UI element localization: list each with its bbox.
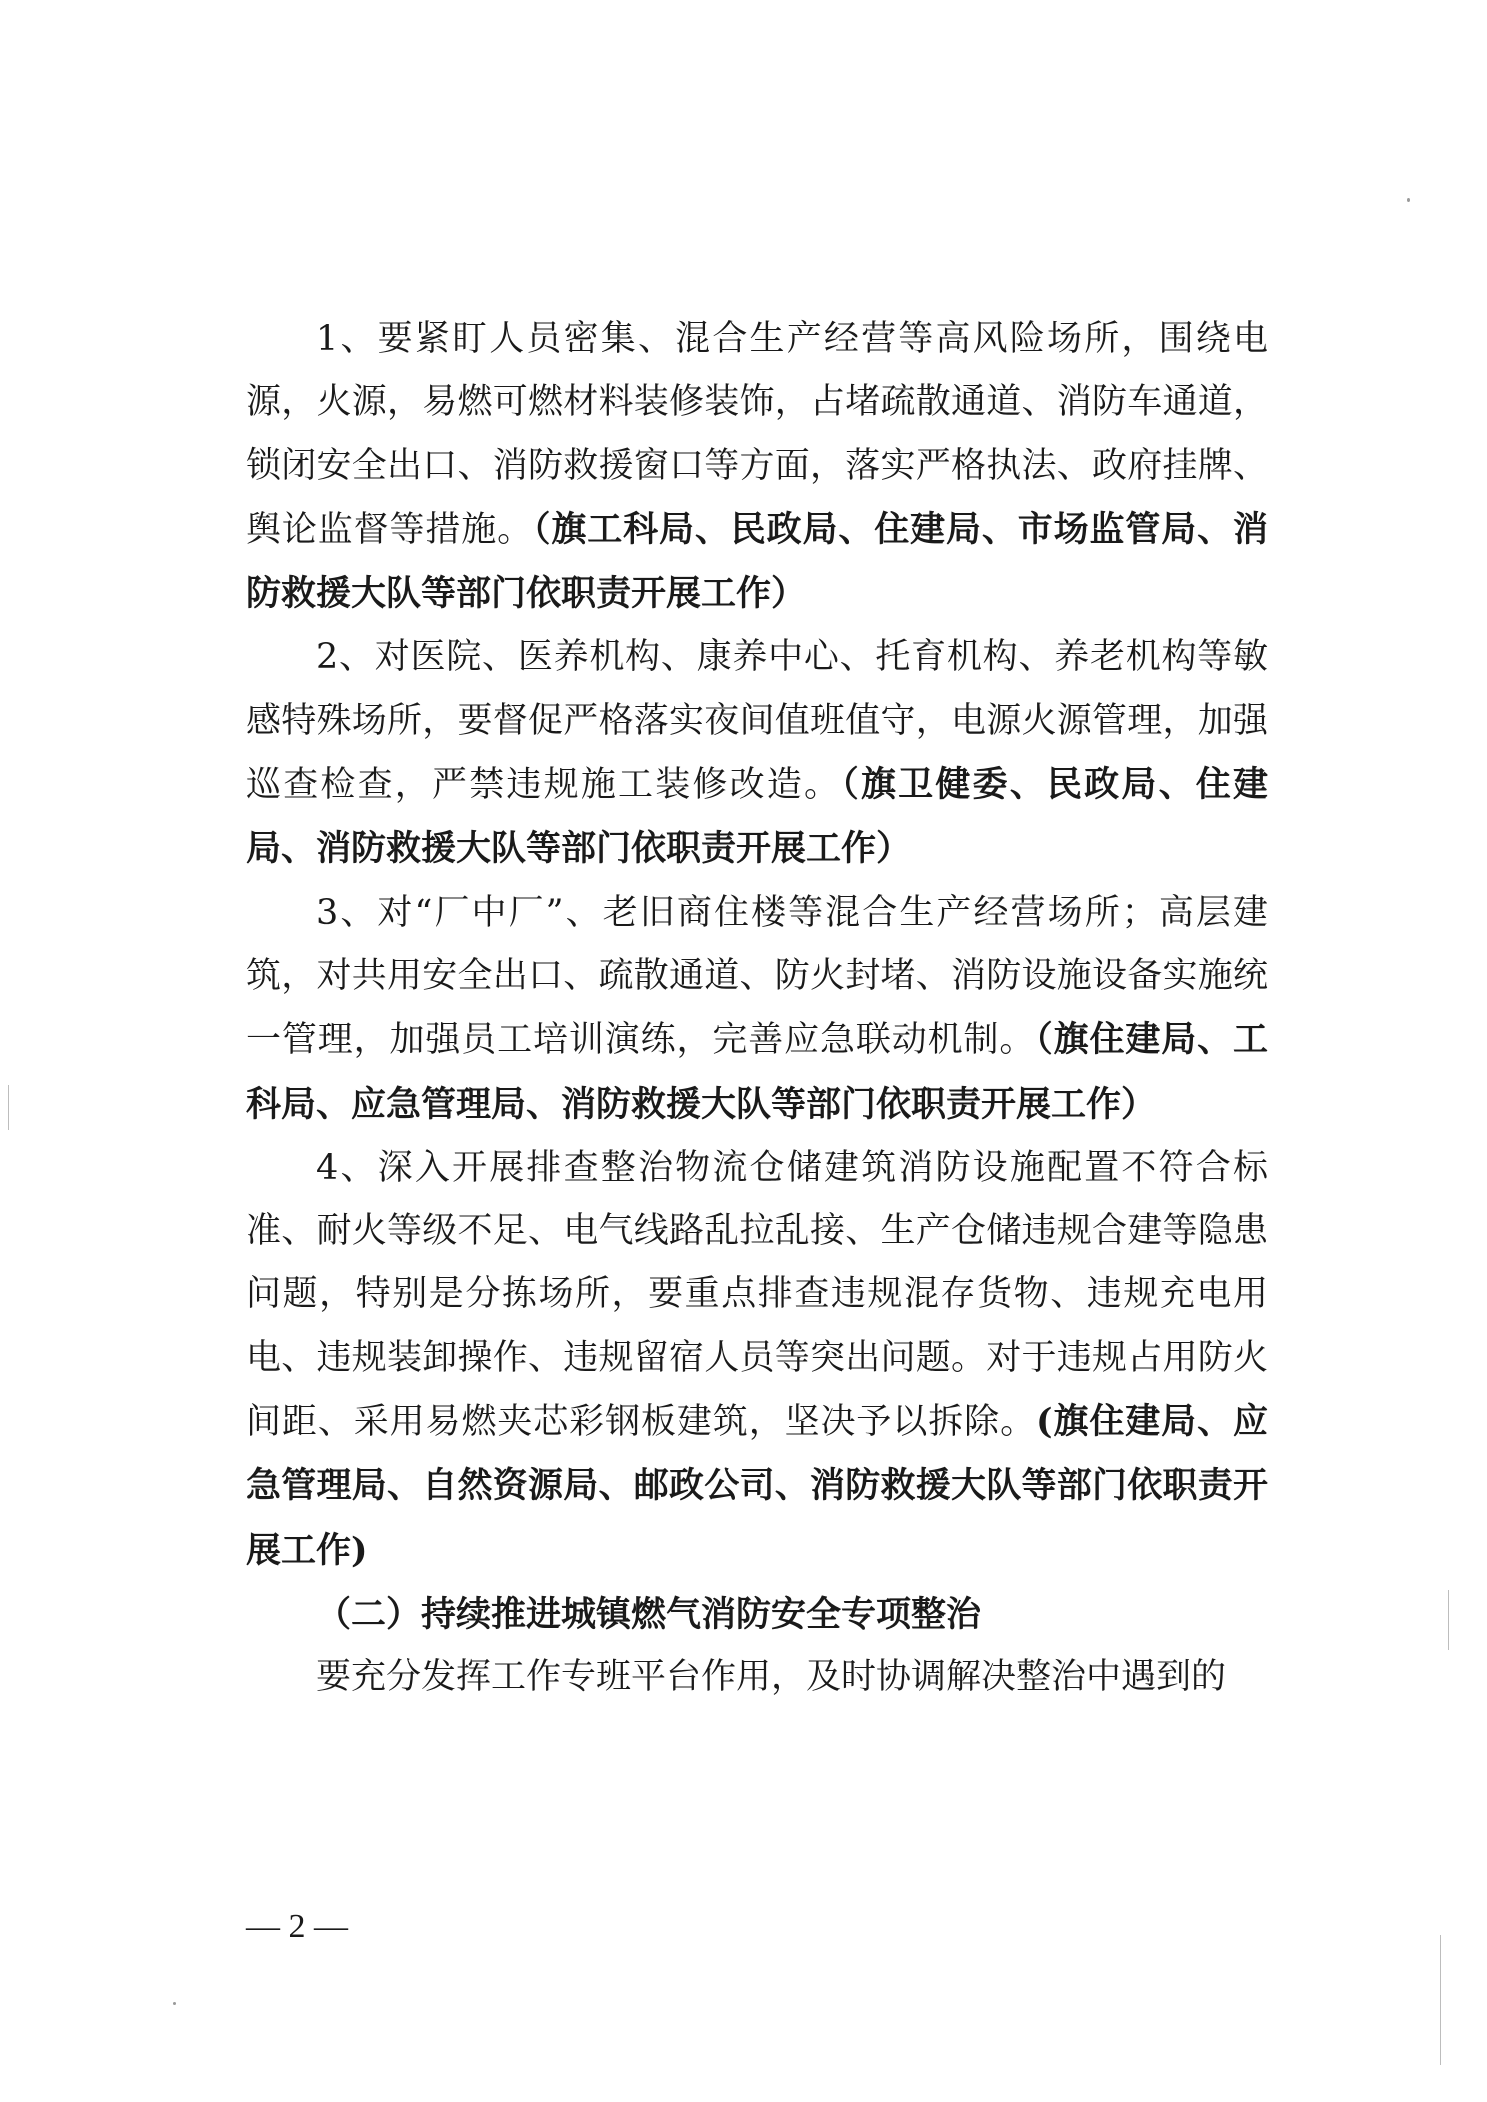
item-3-departments: （旗住建局、工科局、应急管理局、消防救援大队等部门依职责开展工作） xyxy=(246,1019,1268,1125)
list-item-4 xyxy=(246,1137,1268,1583)
scan-speck xyxy=(1407,198,1410,202)
scan-speck xyxy=(173,2002,176,2005)
document-body xyxy=(246,308,1268,1710)
item-4-text: 4、深入开展排查整治物流仓储建筑消防设施配置不符合标准、耐火等级不足、电气线路乱拉乱接、生产仓储违规合建等隐患问题，特别是分拣场所，要重点排查违规混存货物、违规充电用电、违规装卸操作、违规留宿人员等突出问题。对于违规占用防火间距、采用易燃夹芯彩钢板建筑，坚决予以拆除。 xyxy=(246,1147,1268,1443)
item-3-text: 3、对“厂中厂”、老旧商住楼等混合生产经营场所；高层建筑，对共用安全出口、疏散通道、防火封堵、消防设施设备实施统一管理，加强员工培训演练，完善应急联动机制。 xyxy=(246,892,1268,1061)
page-number: — 2 — xyxy=(246,1908,348,1945)
item-2-text: 2、对医院、医养机构、康养中心、托育机构、养老机构等敏感特殊场所，要督促严格落实夜间值班值守，电源火源管理，加强巡查检查，严禁违规施工装修改造。 xyxy=(246,637,1268,806)
scan-edge-mark xyxy=(8,1085,9,1130)
item-1-departments: （旗工科局、民政局、住建局、市场监管局、消防救援大队等部门依职责开展工作） xyxy=(246,508,1268,615)
item-4-departments: (旗住建局、应急管理局、自然资源局、邮政公司、消防救援大队等部门依职责开展工作) xyxy=(246,1401,1268,1571)
section-heading: （二）持续推进城镇燃气消防安全专项整治 xyxy=(316,1593,982,1635)
scan-edge-mark xyxy=(1440,1935,1441,2065)
item-1-text: 1、要紧盯人员密集、混合生产经营等高风险场所，围绕电源，火源，易燃可燃材料装修装饰，占堵疏散通道、消防车通道，锁闭安全出口、消防救援窗口等方面，落实严格执法、政府挂牌、舆论监督等措施。 xyxy=(246,319,1268,550)
item-2-departments: （旗卫健委、民政局、住建局、消防救援大队等部门依职责开展工作） xyxy=(246,764,1268,870)
list-item-3 xyxy=(246,882,1268,1137)
list-item-1 xyxy=(246,308,1268,626)
list-item-2 xyxy=(246,626,1268,881)
scan-edge-mark xyxy=(1448,1590,1449,1650)
final-paragraph: 要充分发挥工作专班平台作用，及时协调解决整治中遇到的 xyxy=(316,1657,1227,1698)
